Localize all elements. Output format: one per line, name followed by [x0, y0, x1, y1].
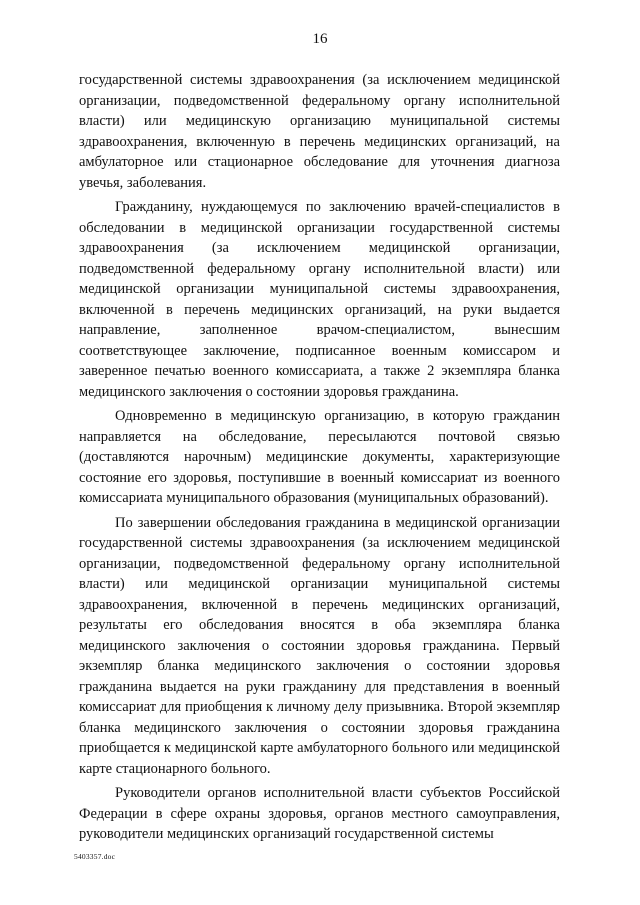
- document-file-code: 5403357.doc: [74, 852, 116, 861]
- paragraph-continuation: государственной системы здравоохранения (за исключением медицинской организации, подведомственной федеральному органу исполнительной власти) или медицинскую организацию муниципальной системы здравоохранения, включенную в перечень медицинских организаций, на амбулаторное или стационарное обследование для уточнения диагноза увечья, заболевания.: [79, 72, 560, 191]
- paragraph-referral: Гражданину, нуждающемуся по заключению врачей-специалистов в обследовании в медицинской организации государственной системы здравоохранения (за исключением медицинской организации, подведомственной федеральному органу исполнительной власти) или медицинской организации муниципальной системы здравоохранения, включенной в перечень медицинских организаций, на руки выдается направление, заполненное врачом-специалистом, вынесшим соответствующее заключение, подписанное военным комиссаром и заверенное печатью военного комиссариата, а также 2 экземпляра бланка медицинского заключения о состоянии здоровья гражданина.: [79, 199, 560, 400]
- paragraph-examination-results: По завершении обследования гражданина в медицинской организации государственной системы здравоохранения (за исключением медицинской организации, подведомственной федеральному органу исполнительной власти) или медицинской организации муниципальной системы здравоохранения, включенной в перечень медицинских организаций, результаты его обследования вносятся в оба экземпляра бланка медицинского заключения о состоянии здоровья гражданина. Первый экземпляр бланка медицинского заключения о состоянии здоровья гражданина выдается на руки гражданину для представления в военный комиссариат для приобщения к личному делу призывника. Второй экземпляр бланка медицинского заключения о состоянии здоровья гражданина приобщается к медицинской карте амбулаторного больного или медицинской карте стационарного больного.: [79, 514, 560, 777]
- paragraph-heads: Руководители органов исполнительной власти субъектов Российской Федерации в сфере охраны здоровья, органов местного самоуправления, руководители медицинских организаций государственной системы: [79, 785, 560, 842]
- document-body: [79, 70, 560, 849]
- paragraph-documents: Одновременно в медицинскую организацию, в которую гражданин направляется на обследование, пересылаются почтовой связью (доставляются нарочным) медицинские документы, характеризующие состояние его здоровья, поступившие в военный комиссариат из военного комиссариата муниципального образования (муниципальных образований).: [79, 408, 560, 506]
- page-number: 16: [312, 31, 328, 47]
